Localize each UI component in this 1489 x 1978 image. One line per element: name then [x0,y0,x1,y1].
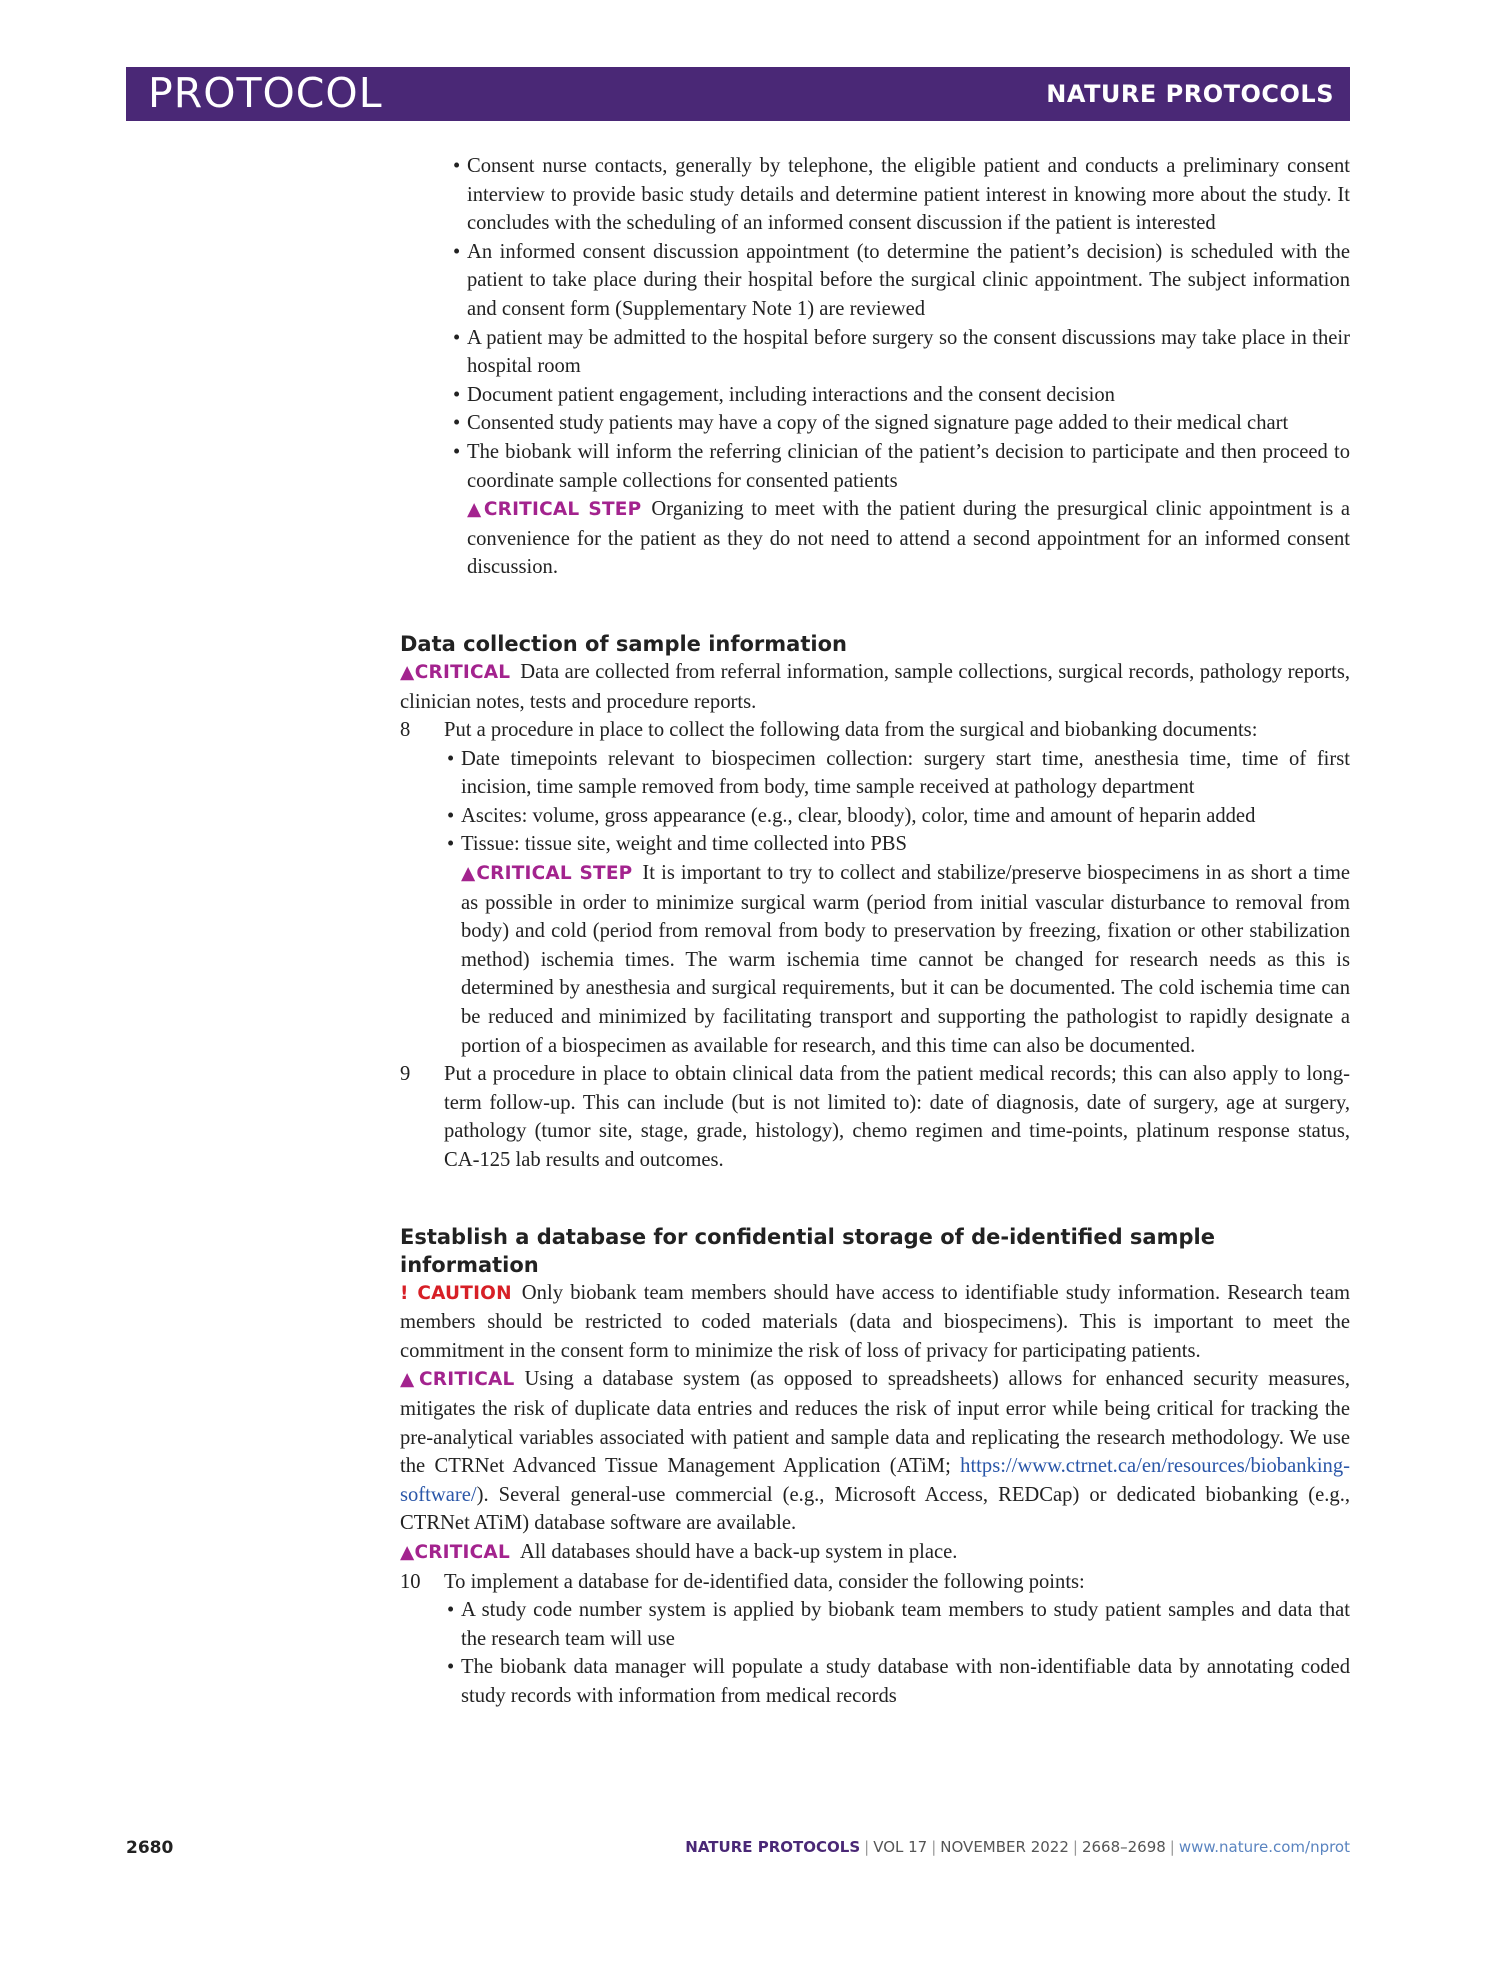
consent-bullet-list [450,152,1350,495]
critical-flag: ▲CRITICAL [400,661,511,683]
header-bar [126,67,1350,121]
list-item: • The biobank will inform the referring clinician of the patient’s decision to participate and then proceed to coordinate sample collections for consented patients [453,440,1350,492]
critical-flag: ▲CRITICAL [400,1541,510,1563]
step-8-bullets [444,745,1350,859]
critical-note: ▲CRITICAL All databases should have a back-up system in place. [400,1540,958,1563]
step-8 [400,716,1350,1060]
consent-process-block [450,152,1350,582]
list-item: • The biobank data manager will populate a study database with non-identifiable data by annotating coded study records with information from medical records [447,1656,1350,1707]
critical-step-note: ▲CRITICAL STEP Organizing to meet with the patient during the presurgical clinic appointment is a convenience for the patient as they do not need to attend a second appointment for an informed consent discussion. [467,498,1350,579]
article-body [400,152,1350,1711]
critical-note: ▲CRITICAL Data are collected from referral information, sample collections, surgical records, pathology reports, clinician notes, tests and procedure reports. [400,660,1350,713]
list-item: • Date timepoints relevant to biospecimen collection: surgery start time, anesthesia time, time of first incision, time sample removed from body, time sample received at pathology department [447,747,1350,799]
caution-note: ! CAUTION Only biobank team members should have access to identifiable study information. Research team members should be restricted to coded materials (data and biospecimens). This is important to meet the commitment in the consent form to minimize the risk of loss of privacy for participating patients. [400,1281,1350,1362]
step-number: 10 [400,1570,421,1593]
biobanking-software-link[interactable]: https://www.ctrnet.ca/en/resources/biobanking-software/ [400,1455,1350,1506]
section-data-collection [400,630,1350,1175]
journal-label: NATURE PROTOCOLS [1046,80,1334,108]
step-number: 8 [400,719,411,742]
critical-step-flag: ▲CRITICAL STEP [461,863,633,885]
critical-flag: ▲CRITICAL [400,1369,515,1391]
critical-note: ▲CRITICAL Using a database system (as opposed to spreadsheets) allows for enhanced security measures, mitigates the risk of duplicate data entries and reduces the risk of input error while being critical for tracking the pre-analytical variables associated with patient and sample data and replicating the research methodology. We use the CTRNet Advanced Tissue Management Application (ATiM; https://www.ctrnet.ca/en/resources/biobanking-software/). Several general-use commercial (e.g., Microsoft Access, REDCap) or dedicated biobanking (e.g., CTRNet ATiM) database software are available. [400,1368,1350,1535]
footer-pages: 2668–2698 [1081,1838,1166,1856]
step-number: 9 [400,1063,411,1086]
footer-date: NOVEMBER 2022 [940,1838,1069,1856]
list-item: • An informed consent discussion appointment (to determine the patient’s decision) is scheduled with the patient to take place during their hospital before the surgical clinic appointment. The subject information and consent form (Supplementary Note 1) are reviewed [453,240,1350,320]
step-10-bullets [444,1596,1350,1710]
list-item: • Ascites: volume, gross appearance (e.g., clear, bloody), color, time and amount of heparin added [447,804,1256,827]
caution-flag: ! CAUTION [400,1282,512,1304]
footer-volume: VOL 17 [873,1838,928,1856]
list-item: • A study code number system is applied by biobank team members to study patient samples and data that the research team will use [447,1599,1350,1650]
section-heading: Data collection of sample information [400,631,847,656]
section-database [400,1223,1350,1711]
list-item: • Consented study patients may have a copy of the signed signature page added to their medical chart [453,412,1289,435]
step-10 [400,1568,1350,1711]
step-9 [400,1060,1350,1174]
footer-url[interactable]: www.nature.com/nprot [1178,1838,1350,1856]
step-text: To implement a database for de-identified data, consider the following points: [444,1570,1085,1593]
list-item: • A patient may be admitted to the hospital before surgery so the consent discussions may take place in their hospital room [453,326,1350,378]
step-text: Put a procedure in place to collect the following data from the surgical and biobanking documents: [444,719,1258,742]
page-number: 2680 [126,1838,174,1858]
step-text: Put a procedure in place to obtain clinical data from the patient medical records; this can also apply to long-term follow-up. This can include (but is not limited to): date of diagnosis, date of surgery, age at surgery, pathology (tumor site, stage, grade, histology), chemo regimen and time-points, platinum response status, CA-125 lab results and outcomes. [444,1063,1350,1171]
list-item: • Document patient engagement, including interactions and the consent decision [453,383,1115,406]
critical-step-note: ▲CRITICAL STEP It is important to try to collect and stabilize/preserve biospecimens in as short a time as possible in order to minimize surgical warm (period from initial vascular disturbance to removal from body) and cold (period from removal from body to preservation by freezing, fixation or other stabilization method) ischemia times. The warm ischemia time cannot be changed for research needs as this is determined by anesthesia and surgical requirements, but it can be documented. The cold ischemia time can be reduced and minimized by facilitating transport and supporting the pathologist to rapidly designate a portion of a biospecimen as available for research, and this time can also be documented. [461,862,1350,1057]
footer-journal: NATURE PROTOCOLS [685,1838,861,1856]
section-heading: Establish a database for confidential storage of de-identified sample information [400,1224,1215,1277]
section-label: PROTOCOL [148,69,383,117]
list-item: • Consent nurse contacts, generally by telephone, the eligible patient and conducts a preliminary consent interview to provide basic study details and determine patient interest in knowing more about the study. It concludes with the scheduling of an informed consent discussion if the patient is interested [453,155,1350,235]
footer-citation: NATURE PROTOCOLS | VOL 17 | NOVEMBER 2022 | 2668–2698 | www.nature.com/nprot [685,1838,1350,1856]
critical-step-flag: ▲CRITICAL STEP [467,499,642,521]
list-item: • Tissue: tissue site, weight and time collected into PBS [447,833,907,856]
